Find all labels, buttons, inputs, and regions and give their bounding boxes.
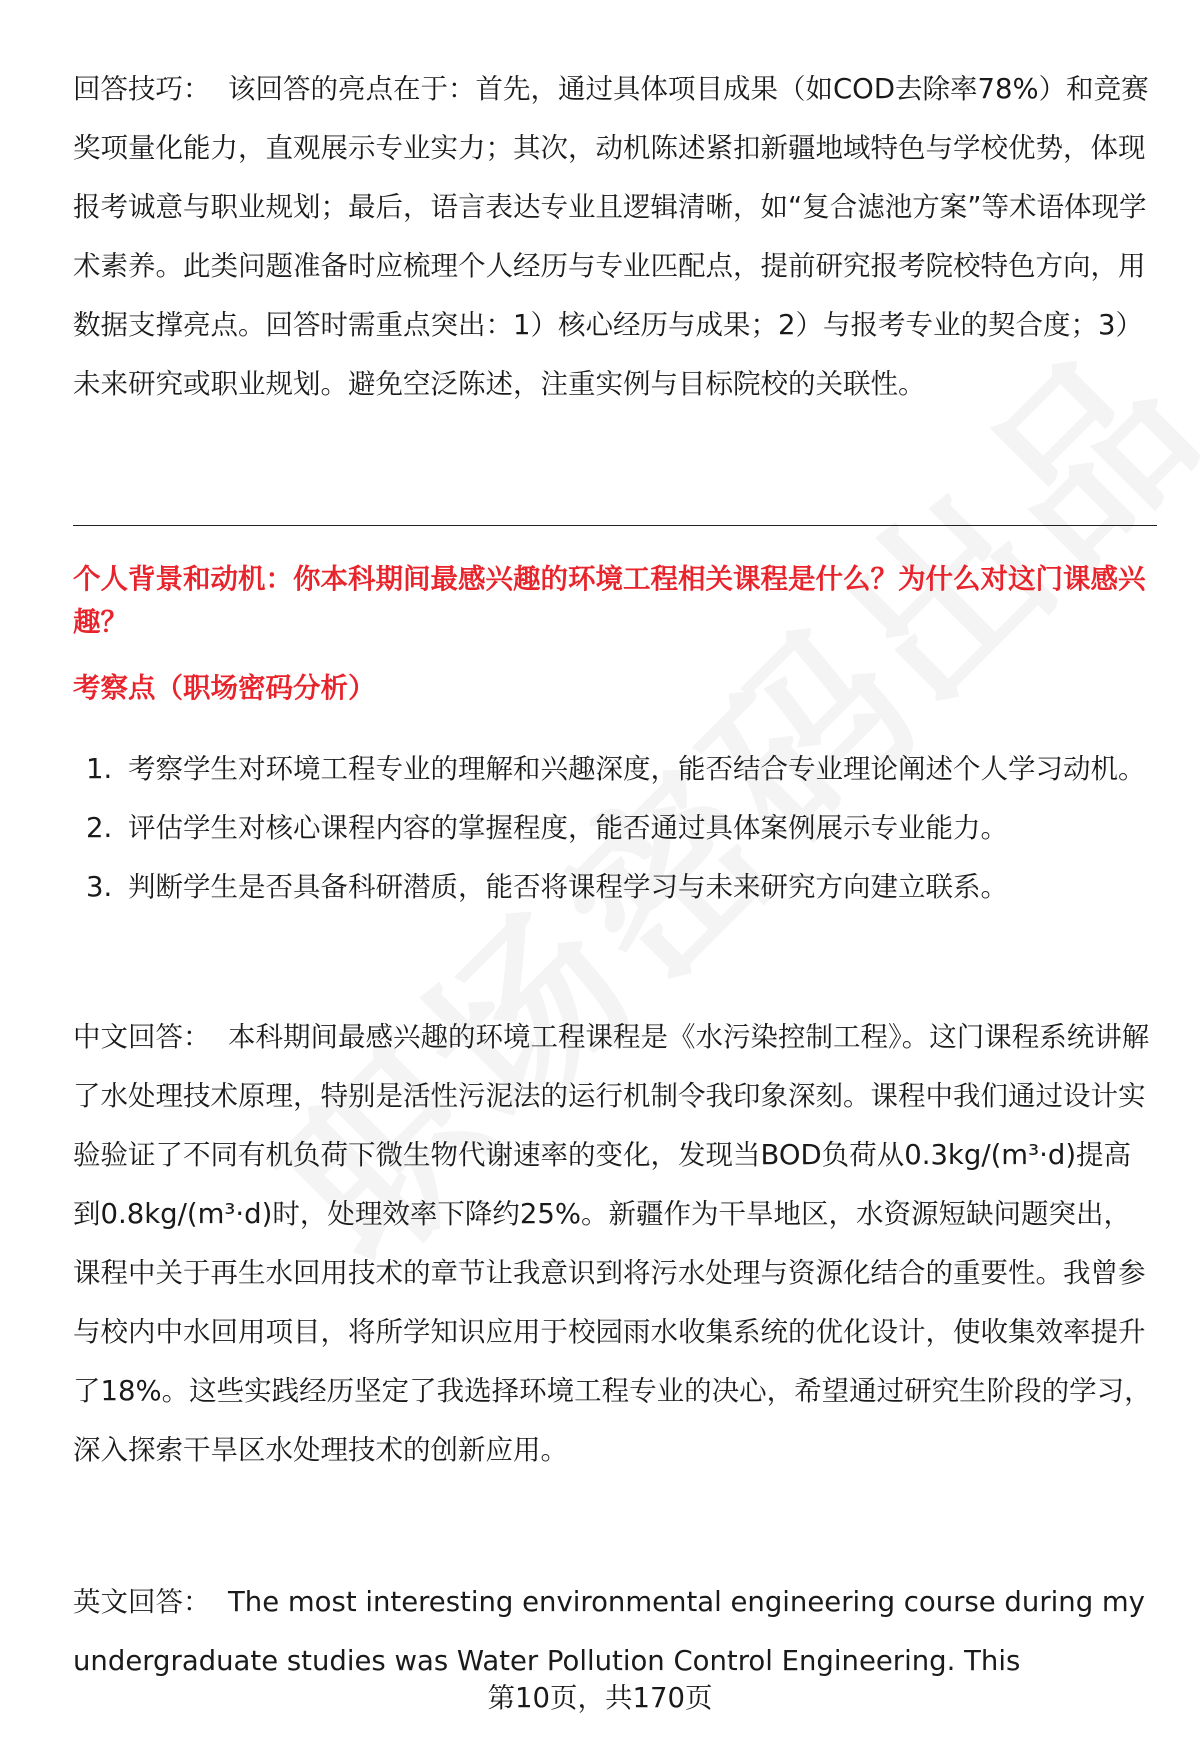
section-divider — [73, 525, 1157, 526]
list-item — [73, 799, 1158, 858]
focus-heading: 考察点（职场密码分析） — [73, 672, 376, 704]
list-item-text: 判断学生是否具备科研潜质，能否将课程学习与未来研究方向建立联系。 — [128, 871, 1008, 903]
list-item — [73, 858, 1158, 917]
list-item-text: 评估学生对核心课程内容的掌握程度，能否通过具体案例展示专业能力。 — [128, 812, 1008, 844]
list-item-number: 2. — [86, 812, 113, 844]
list-item-text: 考察学生对环境工程专业的理解和兴趣深度，能否结合专业理论阐述个人学习动机。 — [128, 753, 1146, 785]
chinese-answer-paragraph — [73, 1008, 1158, 1480]
answer-tip-paragraph — [73, 60, 1158, 414]
list-item-number: 3. — [86, 871, 113, 903]
list-item-number: 1. — [86, 753, 113, 785]
answer-tip-text: 该回答的亮点在于：首先，通过具体项目成果（如COD去除率78%）和竞赛奖项量化能力，直观展示专业实力；其次，动机陈述紧扣新疆地域特色与学校优势，体现报考诚意与职业规划；最后，语言表达专业且逻辑清晰，如“复合滤池方案”等术语体现学术素养。此类问题准备时应梳理个人经历与专业匹配点，提前研究报考院校特色方向，用数据支撑亮点。回答时需重点突出：1）核心经历与成果；2）与报考专业的契合度；3）未来研究或职业规划。避免空泛陈述，注重实例与目标院校的关联性。 — [73, 73, 1149, 400]
answer-tip-label: 回答技巧： — [73, 73, 211, 105]
english-answer-paragraph — [73, 1573, 1158, 1691]
focus-list — [73, 740, 1158, 917]
english-answer-text: The most interesting environmental engineering course during my undergraduate studies was Water Pollution Control Engineering. This — [73, 1586, 1145, 1677]
question-title: 个人背景和动机：你本科期间最感兴趣的环境工程相关课程是什么？为什么对这门课感兴趣？ — [73, 563, 1146, 638]
chinese-answer-text: 本科期间最感兴趣的环境工程课程是《水污染控制工程》。这门课程系统讲解了水处理技术原理，特别是活性污泥法的运行机制令我印象深刻。课程中我们通过设计实验验证了不同有机负荷下微生物代谢速率的变化，发现当BOD负荷从0.3kg/(m³·d)提高到0.8kg/(m³·d)时，处理效率下降约25%。新疆作为干旱地区，水资源短缺问题突出，课程中关于再生水回用技术的章节让我意识到将污水处理与资源化结合的重要性。我曾参与校内中水回用项目，将所学知识应用于校园雨水收集系统的优化设计，使收集效率提升了18%。这些实践经历坚定了我选择环境工程专业的决心，希望通过研究生阶段的学习，深入探索干旱区水处理技术的创新应用。 — [73, 1021, 1152, 1466]
english-answer-label: 英文回答： — [73, 1586, 211, 1618]
chinese-answer-label: 中文回答： — [73, 1021, 211, 1053]
page-number-footer: 第10页，共170页 — [487, 1682, 713, 1714]
list-item — [73, 740, 1158, 799]
